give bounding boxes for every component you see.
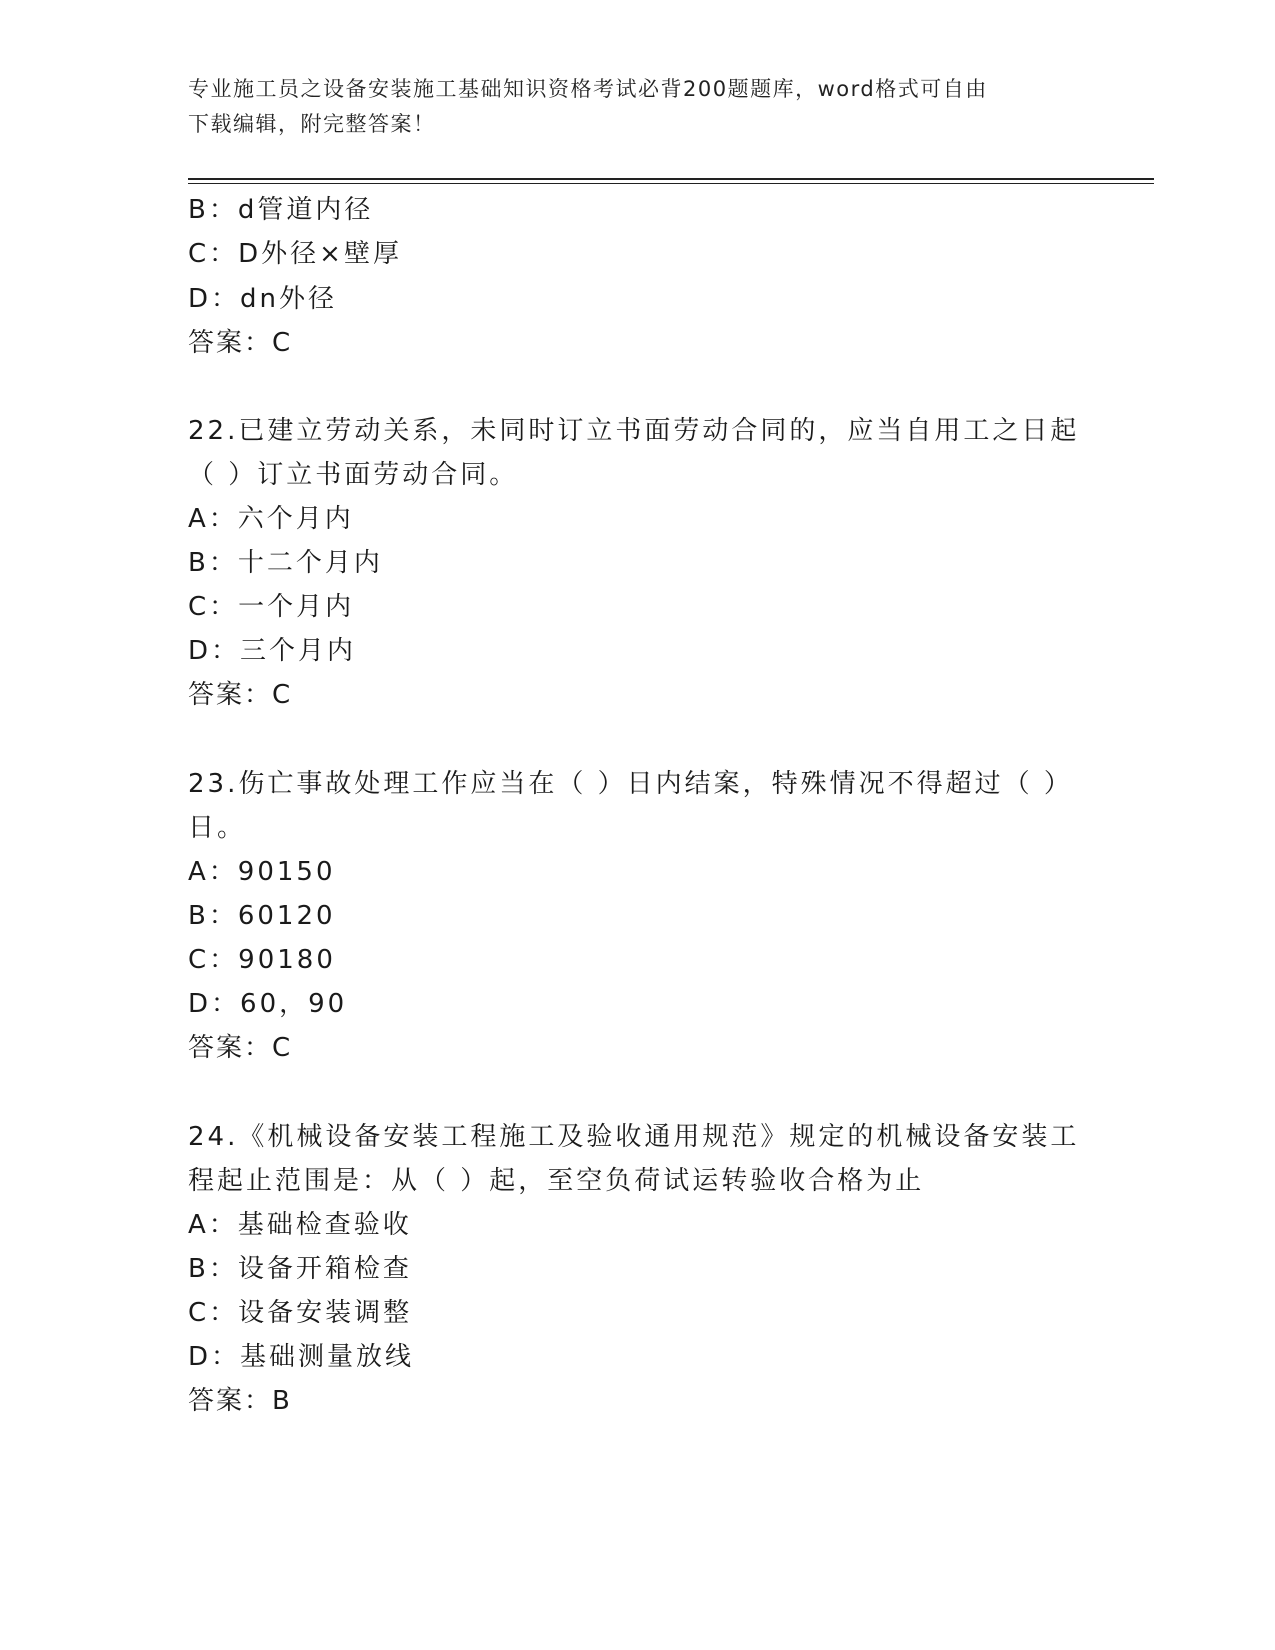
q23-option-d: D：60，90 (188, 989, 348, 1019)
q24-option-b: B：设备开箱检查 (188, 1254, 412, 1284)
q24-stem-line-1: 24.《机械设备安装工程施工及验收通用规范》规定的机械设备安装工 (188, 1122, 1080, 1152)
header-rule-thin (188, 183, 1154, 184)
q22-answer: 答案：C (188, 680, 293, 710)
q22-stem-line-1: 22.已建立劳动关系，未同时订立书面劳动合同的，应当自用工之日起 (188, 416, 1080, 446)
header-rule-thick (188, 178, 1154, 180)
q23-option-b: B：60120 (188, 901, 336, 931)
q24-option-a: A：基础检查验收 (188, 1210, 412, 1240)
q24-option-d: D：基础测量放线 (188, 1342, 415, 1372)
q23-option-c: C：90180 (188, 945, 336, 975)
q23-option-a: A：90150 (188, 857, 336, 887)
q21-option-d: D：dn外径 (188, 284, 338, 314)
q22-stem-line-2: （ ）订立书面劳动合同。 (188, 460, 519, 490)
q24-answer: 答案：B (188, 1386, 292, 1416)
q23-stem-line-2: 日。 (188, 813, 247, 843)
q22-option-d: D：三个月内 (188, 636, 357, 666)
q24-stem-line-2: 程起止范围是：从（ ）起，至空负荷试运转验收合格为止 (188, 1166, 925, 1196)
document-header (188, 72, 1068, 142)
q22-option-c: C：一个月内 (188, 592, 355, 622)
q22-option-b: B：十二个月内 (188, 548, 383, 578)
q21-option-c: C：D外径×壁厚 (188, 239, 402, 269)
q21-answer: 答案：C (188, 328, 293, 358)
q23-answer: 答案：C (188, 1033, 293, 1063)
q21-option-b: B：d管道内径 (188, 195, 374, 225)
header-line-2: 下载编辑，附完整答案！ (188, 112, 436, 136)
header-line-1: 专业施工员之设备安装施工基础知识资格考试必背200题题库，word格式可自由 (188, 77, 988, 101)
q22-option-a: A：六个月内 (188, 504, 354, 534)
q24-option-c: C：设备安装调整 (188, 1298, 413, 1328)
q23-stem-line-1: 23.伤亡事故处理工作应当在（ ）日内结案，特殊情况不得超过（ ） (188, 769, 1073, 799)
